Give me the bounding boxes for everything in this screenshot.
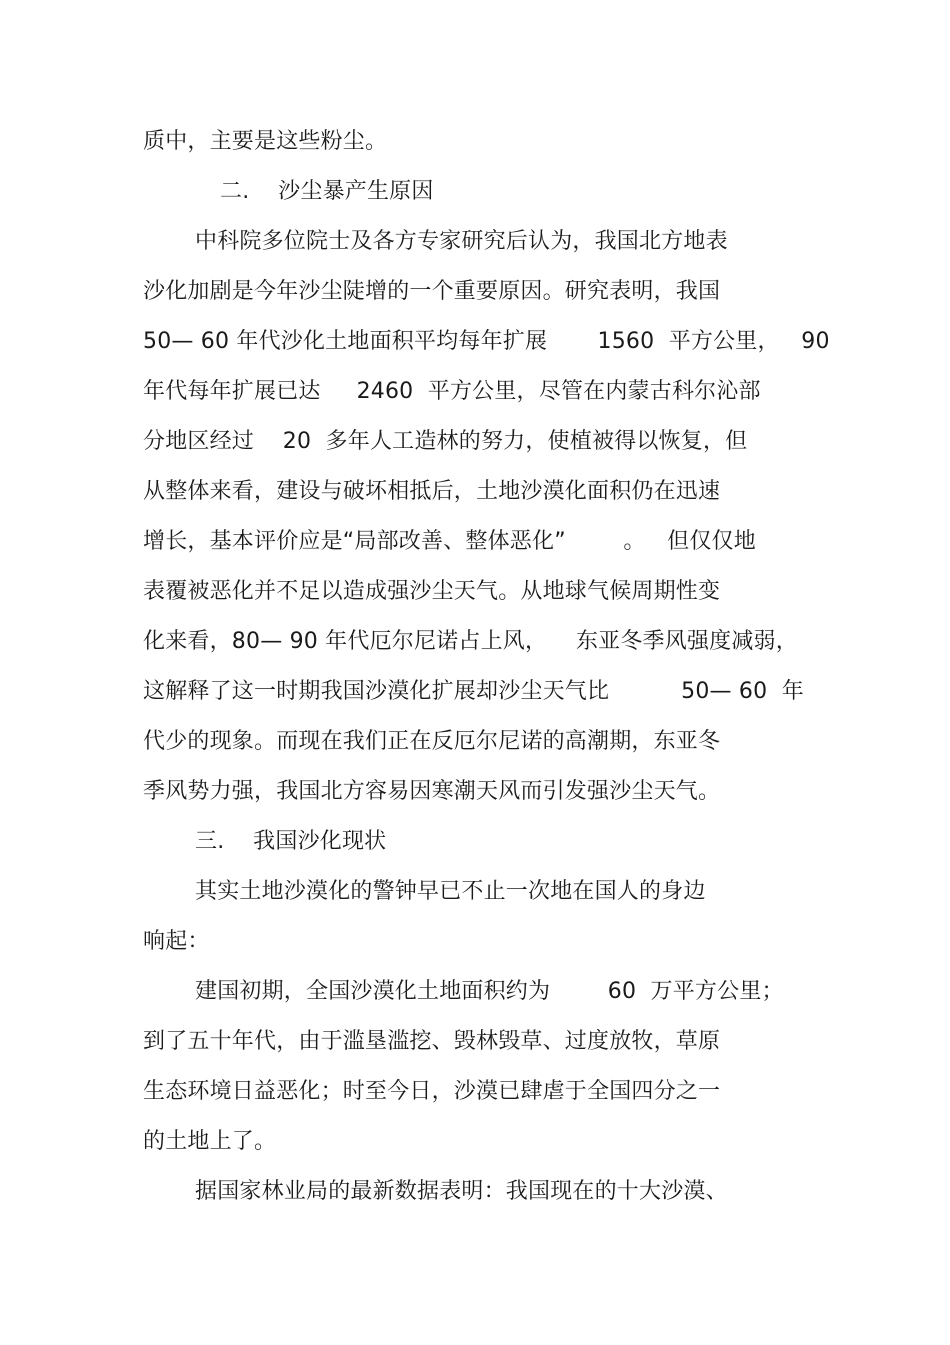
text-line: 到了五十年代，由于滥垦滥挖、毁林毁草、过度放牧，草原: [143, 1029, 721, 1054]
section-heading: 三. 我国沙化现状: [195, 829, 387, 854]
text-line: 响起：: [143, 929, 210, 954]
paragraph-first-line: 中科院多位院士及各方专家研究后认为，我国北方地表: [195, 229, 728, 254]
paragraph-first-line: 据国家林业局的最新数据表明：我国现在的十大沙漠、: [195, 1179, 728, 1204]
text-line: 50— 60 年代沙化土地面积平均每年扩展 1560 平方公里， 90: [143, 329, 830, 354]
text-line: 季风势力强，我国北方容易因寒潮天风而引发强沙尘天气。: [143, 779, 721, 804]
text-line: 沙化加剧是今年沙尘陡增的一个重要原因。研究表明，我国: [143, 279, 721, 304]
section-heading: 二. 沙尘暴产生原因: [220, 179, 434, 204]
text-line: 增长，基本评价应是“局部改善、整体恶化” 。 但仅仅地: [143, 529, 756, 554]
text-line: 代少的现象。而现在我们正在反厄尔尼诺的高潮期，东亚冬: [143, 729, 721, 754]
text-line: 化来看，80— 90 年代厄尔尼诺占上风， 东亚冬季风强度减弱，: [143, 629, 798, 654]
text-line: 从整体来看，建设与破坏相抵后，土地沙漠化面积仍在迅速: [143, 479, 721, 504]
text-line: 年代每年扩展已达 2460 平方公里，尽管在内蒙古科尔沁部: [143, 379, 761, 404]
text-line: 分地区经过 20 多年人工造林的努力，使植被得以恢复，但: [143, 429, 748, 454]
text-line: 生态环境日益恶化；时至今日，沙漠已肆虐于全国四分之一: [143, 1079, 721, 1104]
paragraph-first-line: 其实土地沙漠化的警钟早已不止一次地在国人的身边: [195, 879, 706, 904]
text-line: 这解释了这一时期我国沙漠化扩展却沙尘天气比 50— 60 年: [143, 679, 804, 704]
paragraph-first-line: 建国初期，全国沙漠化土地面积约为 60 万平方公里；: [195, 979, 784, 1004]
text-line: 质中，主要是这些粉尘。: [143, 129, 388, 154]
text-line: 表覆被恶化并不足以造成强沙尘天气。从地球气候周期性变: [143, 579, 721, 604]
text-line: 的土地上了。: [143, 1129, 277, 1154]
